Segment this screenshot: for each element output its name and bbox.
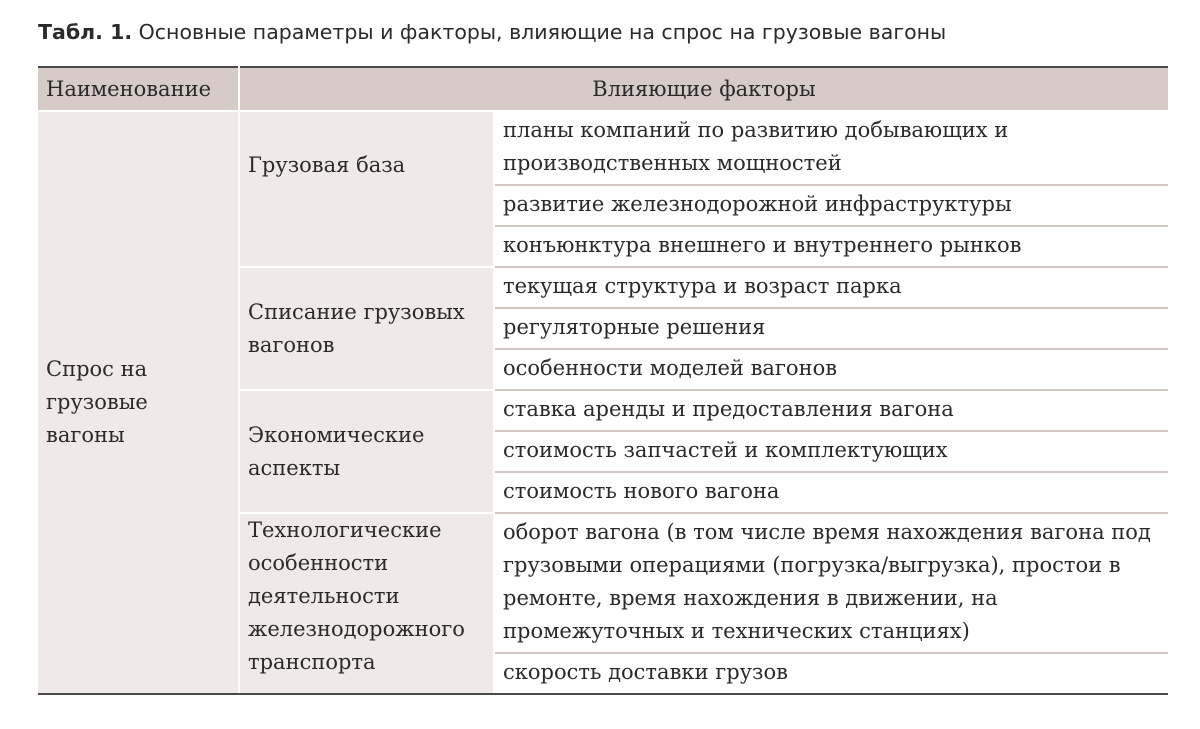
group-title: Списание грузовых вагонов [248,299,465,357]
factor-cell: развитие железнодорожной инфраструктуры [494,185,1168,226]
group-cell [239,390,494,513]
group-title: Технологические особенности деятельности железнодорожного транспорта [248,518,465,674]
row-name: Спрос на грузовые вагоны [46,357,148,447]
table-row [38,111,1168,185]
row-name-cell [38,111,239,694]
group-cell [239,267,494,390]
table-caption [38,20,946,44]
factor-cell: оборот вагона (в том числе время нахождения вагона под грузовыми операциями (погрузка/выгрузка), простои в ремонте, время нахождения в движении, на промежуточных и технических станциях) [494,513,1168,653]
factor-cell: планы компаний по развитию добывающих и производственных мощностей [494,111,1168,185]
factor-cell: стоимость запчастей и комплектующих [494,431,1168,472]
group-cell [239,513,494,694]
header-row [38,67,1168,111]
factor-cell: особенности моделей вагонов [494,349,1168,390]
factor-cell: стоимость нового вагона [494,472,1168,513]
header-factors: Влияющие факторы [239,67,1168,111]
caption-label: Табл. 1. [38,20,133,44]
factors-table [38,66,1168,695]
factor-cell: конъюнктура внешнего и внутреннего рынков [494,226,1168,267]
factor-cell: ставка аренды и предоставления вагона [494,390,1168,431]
factor-cell: скорость доставки грузов [494,653,1168,694]
factor-cell: текущая структура и возраст парка [494,267,1168,308]
group-title: Экономические аспекты [248,422,425,480]
group-title: Грузовая база [248,153,406,177]
factor-cell: регуляторные решения [494,308,1168,349]
group-cell [239,111,494,267]
caption-text: Основные параметры и факторы, влияющие на спрос на грузовые вагоны [132,20,947,44]
header-name: Наименование [38,67,239,111]
